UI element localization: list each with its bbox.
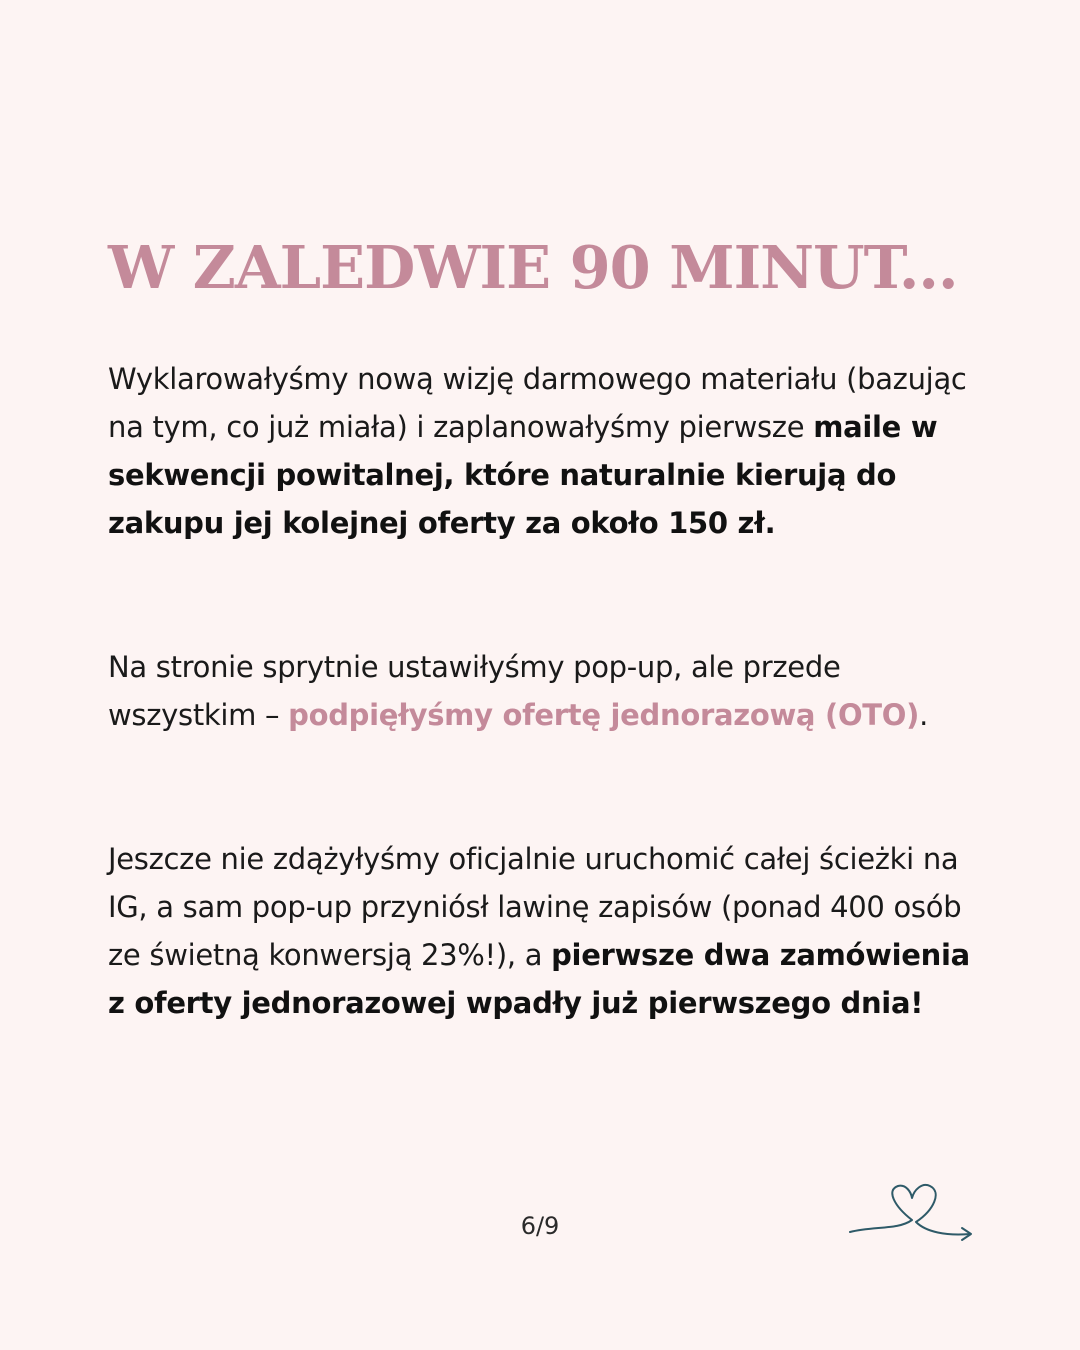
paragraph-2-accent: podpięłyśmy ofertę jednorazową (OTO) <box>288 698 920 732</box>
paragraph-3-text: Jeszcze nie zdążyłyśmy oficjalnie uruchomić całej ścieżki na IG, a sam pop-up przyniósł lawinę zapisów (ponad 400 osób ze świetną konwersją 23%!), a <box>108 842 962 972</box>
paragraph-2-end: . <box>919 698 929 732</box>
paragraph-1 <box>108 355 988 547</box>
paragraph-1-bold: maile w sekwencji powitalnej, które naturalnie kierują do zakupu jej kolejnej oferty za około 150 zł. <box>108 410 938 540</box>
heart-arrow-icon[interactable] <box>846 1176 976 1248</box>
paragraph-3 <box>108 835 988 1027</box>
paragraph-3-bold: pierwsze dwa zamówienia z oferty jednorazowej wpadły już pierwszego dnia! <box>108 938 970 1020</box>
paragraph-2-text: Na stronie sprytnie ustawiłyśmy pop-up, ale przede wszystkim – <box>108 650 841 732</box>
paragraph-1-text: Wyklarowałyśmy nową wizję darmowego materiału (bazując na tym, co już miała) i zaplanowałyśmy pierwsze <box>108 362 967 444</box>
page-indicator: 6/9 <box>520 1212 560 1240</box>
paragraph-2 <box>108 643 988 739</box>
headline: W ZALEDWIE 90 MINUT... <box>108 233 958 302</box>
